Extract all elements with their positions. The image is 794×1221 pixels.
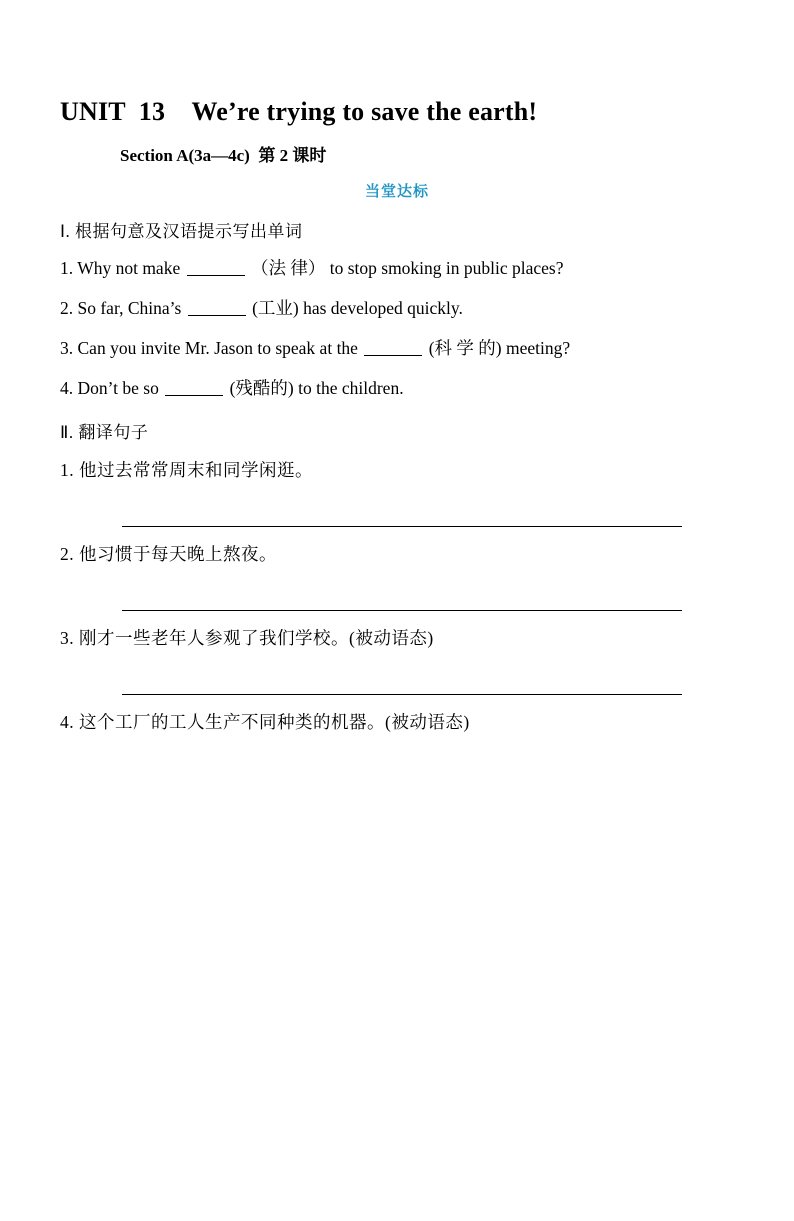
answer-line-3[interactable] [122, 694, 682, 695]
question-4-text-before: Don’t be so [77, 377, 159, 398]
question-1-blank[interactable] [187, 275, 245, 276]
translate-item-2-number: 2. [60, 544, 75, 565]
question-2 [60, 295, 734, 322]
question-3-blank[interactable] [364, 355, 422, 356]
question-4-number: 4. [60, 377, 74, 398]
question-2-blank[interactable] [188, 315, 246, 316]
question-1 [60, 255, 734, 282]
translate-item-1-text: 他过去常常周末和同学闲逛。 [79, 460, 313, 481]
translate-item-2-text: 他习惯于每天晚上熬夜。 [79, 544, 277, 565]
question-2-text-after: has developed quickly. [303, 297, 463, 318]
question-4-hint: (残酷的) [229, 377, 294, 398]
question-2-text-before: So far, China’s [77, 297, 182, 318]
section-subtitle: Section A(3a—4c) 第 2 课时 [120, 145, 327, 165]
translate-item-3-text: 刚才一些老年人参观了我们学校。(被动语态) [79, 628, 434, 649]
part-2-heading: Ⅱ. 翻译句子 [60, 423, 149, 443]
translate-item-1-number: 1. [60, 460, 75, 481]
question-1-text-after: to stop smoking in public places? [329, 257, 564, 278]
question-3-number: 3. [60, 337, 74, 358]
translate-item-3-number: 3. [60, 628, 75, 649]
answer-line-2[interactable] [122, 610, 682, 611]
question-1-text-before: Why not make [77, 257, 181, 278]
translate-item-2 [60, 541, 734, 566]
question-3-text-before: Can you invite Mr. Jason to speak at the [77, 337, 358, 358]
translate-item-4-text: 这个工厂的工人生产不同种类的机器。(被动语态) [79, 712, 470, 733]
translate-item-3 [60, 625, 734, 650]
question-4-text-after: to the children. [298, 377, 404, 398]
translate-item-4 [60, 709, 734, 734]
question-1-number: 1. [60, 257, 74, 278]
translate-item-4-number: 4. [60, 712, 75, 733]
question-3-text-after: meeting? [505, 337, 571, 358]
question-3 [60, 335, 734, 362]
question-3-hint: (科 学 的) [428, 337, 502, 358]
part-1-heading: Ⅰ. 根据句意及汉语提示写出单词 [60, 221, 303, 241]
goal-banner: 当堂达标 [364, 182, 429, 200]
question-1-hint: （法 律） [250, 257, 326, 278]
page-title: UNIT 13 We’re trying to save the earth! [60, 97, 538, 126]
worksheet-page [0, 98, 794, 1221]
answer-line-1[interactable] [122, 526, 682, 527]
question-4 [60, 375, 734, 402]
translate-item-1 [60, 457, 734, 482]
question-2-number: 2. [60, 297, 74, 318]
question-2-hint: (工业) [252, 297, 299, 318]
question-4-blank[interactable] [165, 395, 223, 396]
